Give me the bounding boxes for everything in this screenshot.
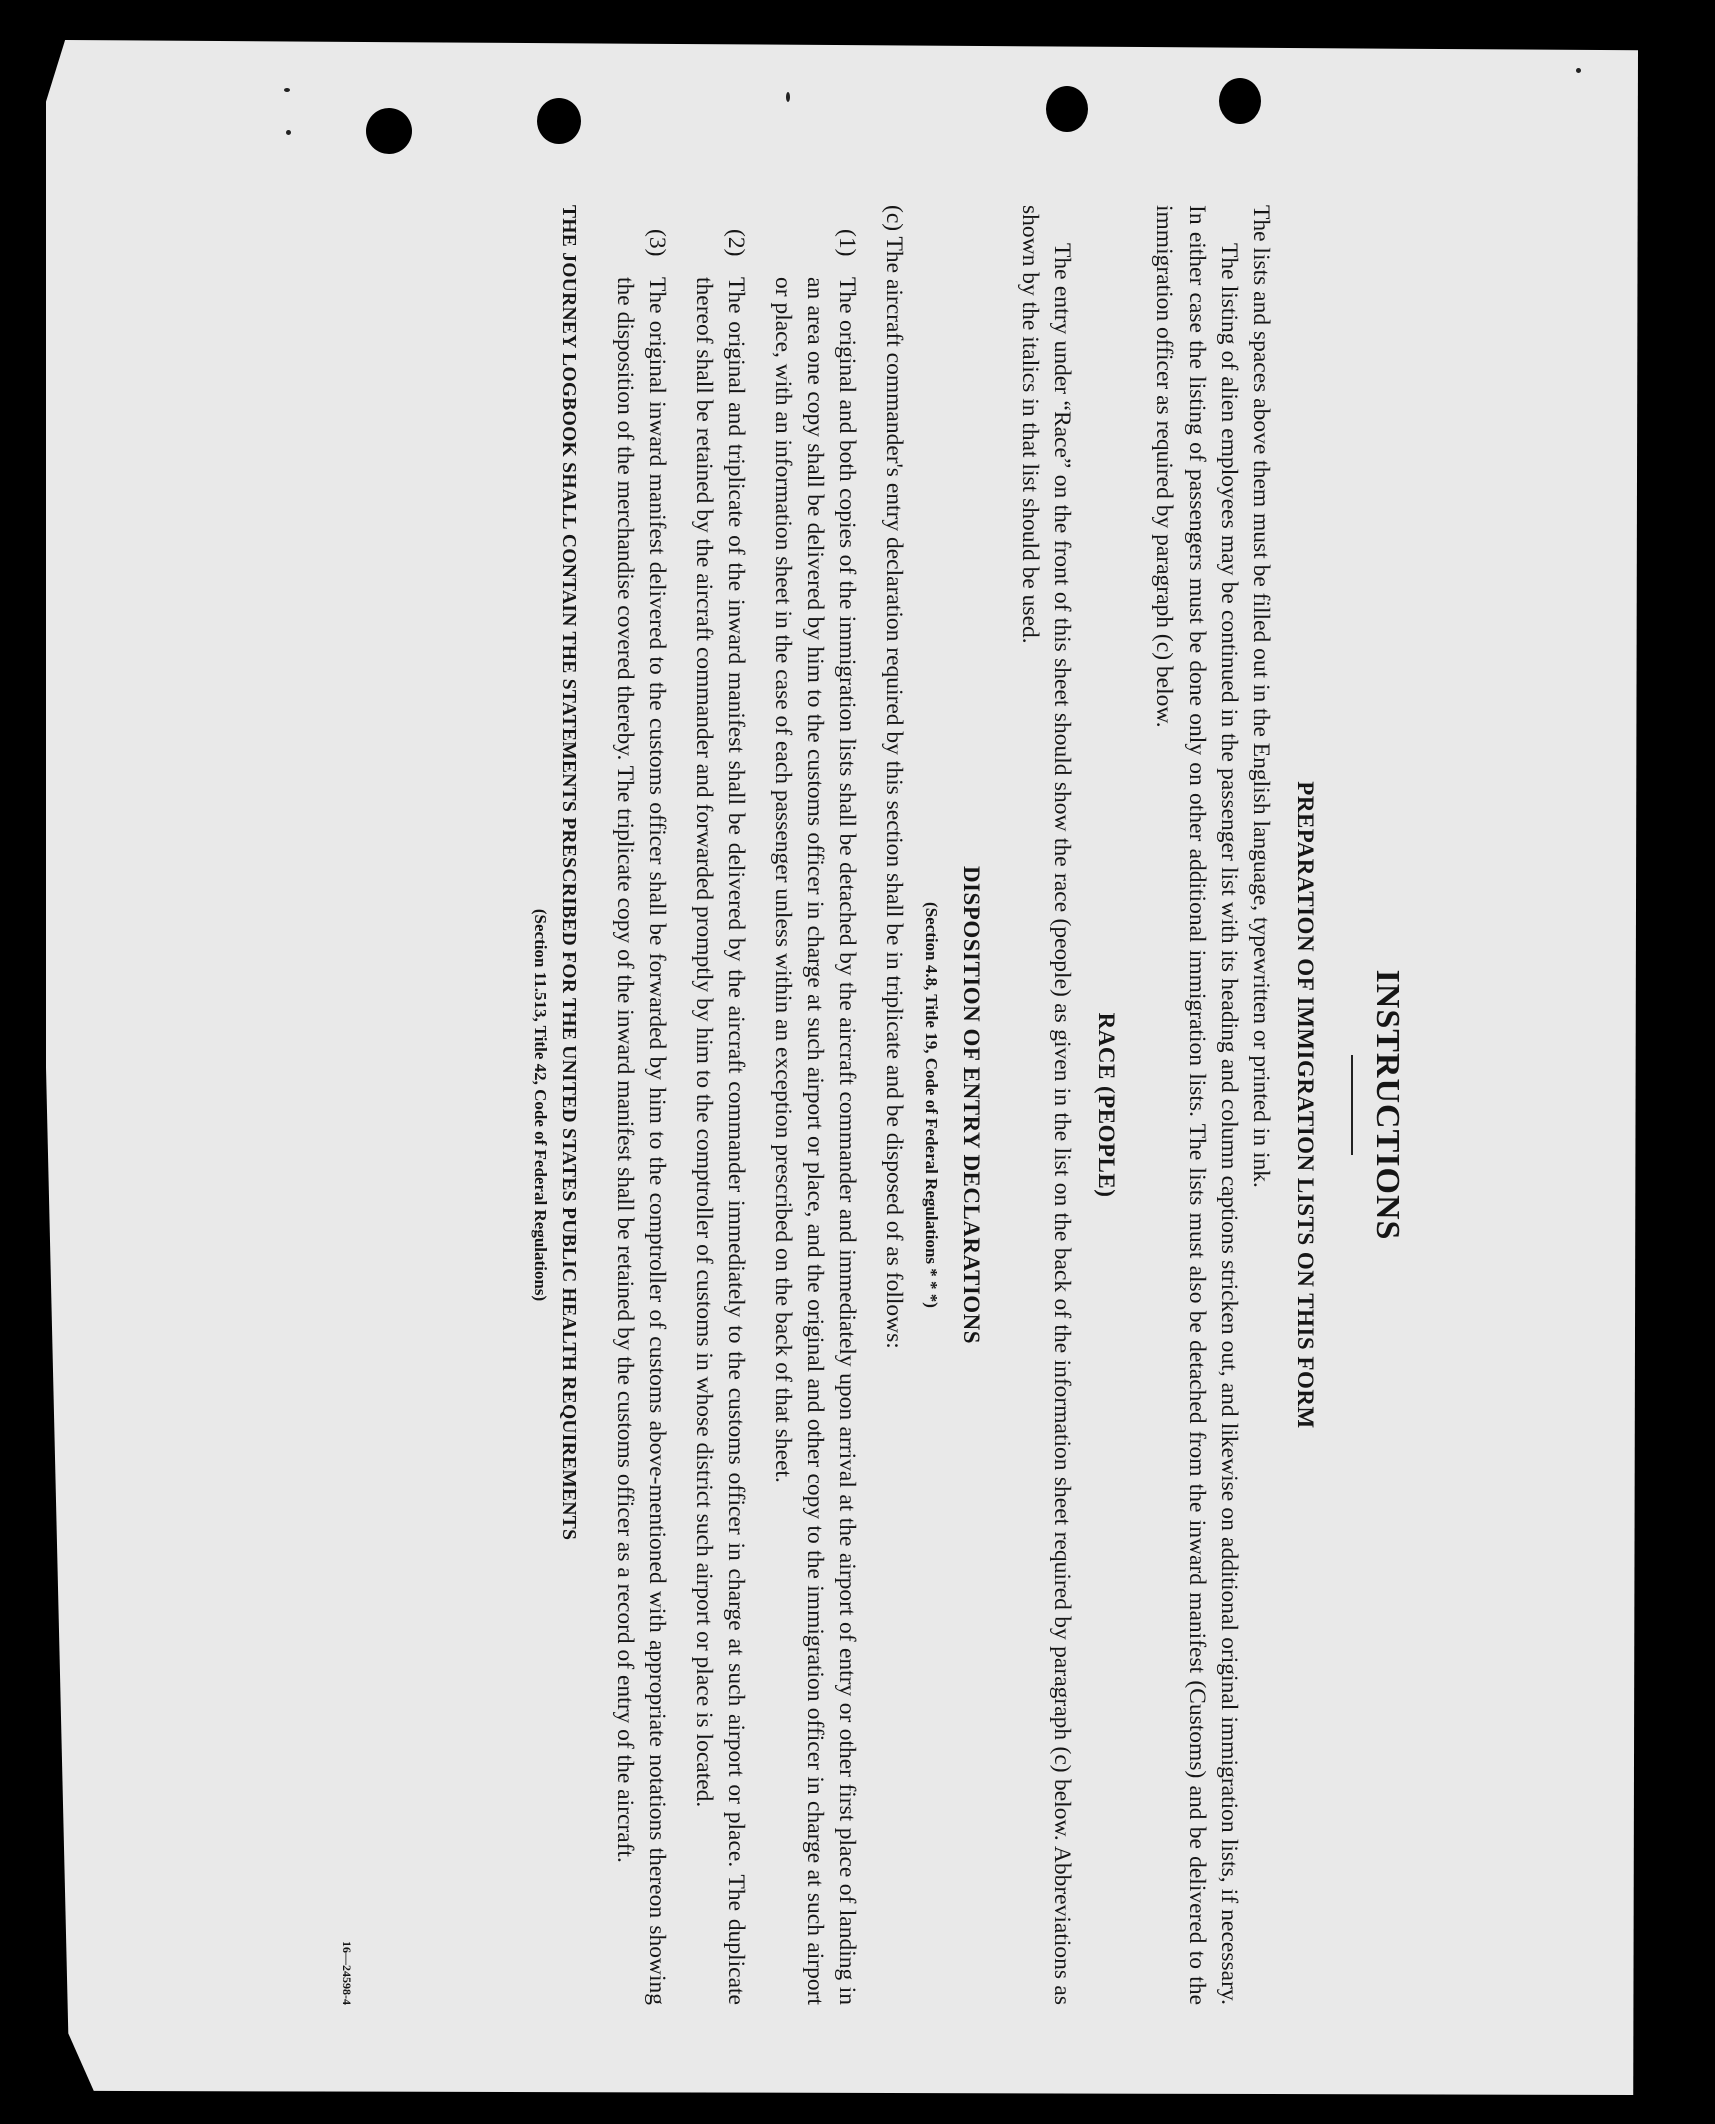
- logbook-subhead: (Section 11.513, Title 42, Code of Federal Regulations): [530, 908, 550, 1302]
- item-number: (2): [723, 229, 750, 257]
- list-item: [687, 205, 752, 2005]
- prep-paragraph-1: The lists and spaces above them must be filled out in the English language, typewritten or printed in ink.: [1248, 205, 1275, 1188]
- item-text: The original and both copies of the immigration lists shall be detached by the aircraft commander and immediately upon arrival at the airport of entry or other first place of landing in an area one copy shall be delivered by him to the customs officer in charge at such airport or place, and the original and other copy to the immigration officer in charge at such airport or place, with an information sheet in the case of each passenger unless within an exception prescribed on the back of that sheet.: [769, 277, 861, 2005]
- speck: [786, 92, 790, 102]
- list-item: [609, 205, 674, 2005]
- item-number: (1): [834, 229, 861, 257]
- disposition-heading: DISPOSITION OF ENTRY DECLARATIONS: [959, 865, 985, 1345]
- punch-hole: [537, 98, 581, 144]
- prep-heading: PREPARATION OF IMMIGRATION LISTS ON THIS FORM: [1293, 781, 1319, 1429]
- punch-hole: [1219, 78, 1261, 124]
- speck: [1576, 68, 1581, 73]
- prep-paragraph-2: The listing of alien employees may be continued in the passenger list with its heading and column captions stricken out, and likewise on additional original immigration lists, if necessary. In either case the listing of passengers must be done only on other additional immigration lists. The lists must also be detached from the inward manifest (Customs) and be delivered to the immigration officer as required by paragraph (c) below.: [1151, 205, 1242, 2005]
- instructions-content: [330, 205, 1410, 2005]
- form-number: 16—24598-4: [339, 1941, 354, 2005]
- speck: [286, 130, 291, 135]
- race-paragraph: The entry under “Race” on the front of this sheet should show the race (people) as given in the list on the back of the information sheet required by paragraph (c) below. Abbreviations as shown by the italics in that list should be used.: [1016, 205, 1075, 2005]
- punch-hole: [366, 108, 412, 154]
- punch-hole: [1046, 86, 1088, 132]
- document-title: INSTRUCTIONS: [1369, 969, 1406, 1241]
- item-text: The original inward manifest delivered to the customs officer shall be forwarded by him to the comptroller of customs above-mentioned with appropriate notations thereon showing the disposition of the merchandise covered thereby. The triplicate copy of the inward manifest shall be retained by the customs officer as a record of entry of the aircraft.: [611, 277, 671, 2005]
- disposition-subhead: (Section 4.8, Title 19, Code of Federal Regulations * * *): [922, 902, 942, 1308]
- logbook-heading: THE JOURNEY LOGBOOK SHALL CONTAIN THE STATEMENTS PRESCRIBED FOR THE UNITED STATES PUBLIC HEALTH REQUIREMENTS: [557, 205, 579, 1541]
- title-underline: [1351, 1055, 1353, 1155]
- item-text: The original and triplicate of the inward manifest shall be delivered by the aircraft commander immediately to the customs officer in charge at such airport or place. The duplicate thereof shall be retained by the aircraft commander and forwarded promptly by him to the comptroller of customs in whose district such airport or place is located.: [690, 277, 750, 2005]
- speck: [284, 88, 290, 92]
- race-heading: RACE (PEOPLE): [1093, 1012, 1119, 1198]
- item-number: (3): [644, 229, 671, 257]
- disposition-intro: (c) The aircraft commander's entry declaration required by this section shall be in triplicate and be disposed of as follows:: [880, 205, 907, 1349]
- list-item: [766, 205, 863, 2005]
